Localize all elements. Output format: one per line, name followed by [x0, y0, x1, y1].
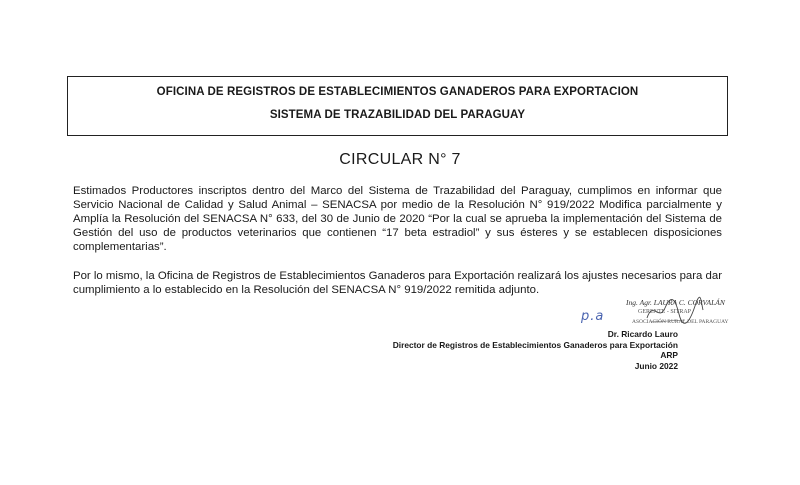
stamp-name: Ing. Agr. LAURA C. CORVALÁN: [626, 298, 725, 307]
stamp-org: ASOCIACIÓN RURAL DEL PARAGUAY: [632, 319, 729, 325]
signature-date: Junio 2022: [634, 360, 678, 371]
signature-block: [393, 329, 678, 371]
signer-position: Director de Registros de Establecimientos Ganaderos para Exportación: [392, 339, 678, 350]
signature-scribble: [645, 296, 705, 326]
system-name: SISTEMA DE TRAZABILIDAD DEL PARAGUAY: [269, 109, 526, 121]
initials-pa: p.a: [581, 309, 605, 324]
circular-title: CIRCULAR N° 7: [339, 151, 461, 168]
signer-org: ARP: [660, 350, 678, 360]
body-paragraph-1: Estimados Productores inscriptos dentro del Marco del Sistema de Trazabilidad del Paraguay, cumplimos en informar que Servicio Nacional de Calidad y Salud Animal – SENACSA por medio de la Resolución N° 919/2022 Modifica parcialmente y Amplía la Resolución del SENACSA N° 633, del 30 de Junio de 2020 “Por la cual se aprueba la implementación del Sistema de Gestión del uso de productos veterinarios que contienen “17 beta estradiol” y sus ésteres y se establecen disposiciones complementarias”.: [73, 185, 722, 253]
stamp-title: GERENTE - SITRAP: [638, 309, 691, 315]
body-paragraph-2: Por lo mismo, la Oficina de Registros de Establecimientos Ganaderos para Exportación realizará los ajustes necesarios para dar cumplimiento a lo establecido en la Resolución del SENACSA N° 919/2022 remitida adjunto.: [73, 270, 722, 296]
office-name: OFICINA DE REGISTROS DE ESTABLECIMIENTOS GANADEROS PARA EXPORTACION: [156, 86, 639, 98]
signer-name: Dr. Ricardo Lauro: [607, 329, 678, 339]
header-box: [67, 76, 728, 136]
